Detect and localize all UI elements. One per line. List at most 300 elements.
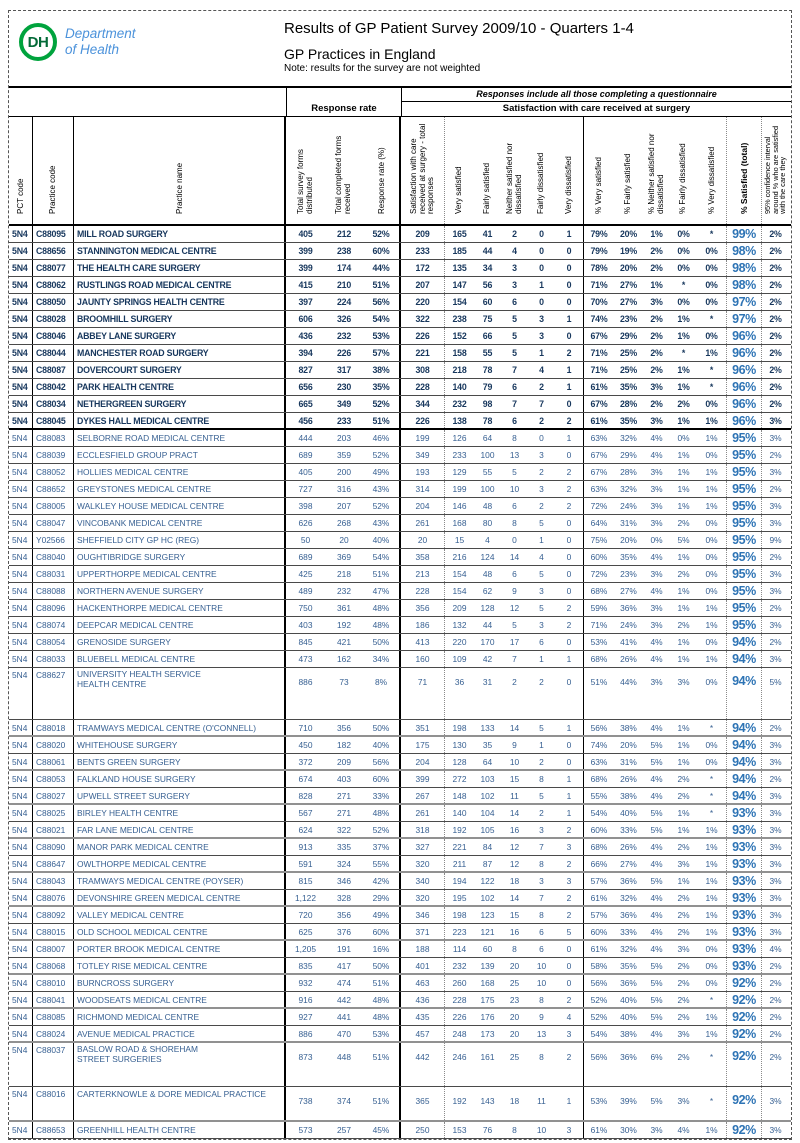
cell-total-survey-forms: 399 bbox=[298, 246, 313, 256]
cell-confidence-interval: 9% bbox=[769, 535, 782, 545]
cell-very-dissatisfied: 0 bbox=[555, 668, 584, 719]
cell-pct-code: 5N4 bbox=[9, 600, 33, 616]
cell-pct-very-satisfied: 71% bbox=[590, 365, 608, 375]
cell-pct-very-satisfied: 53% bbox=[590, 637, 608, 647]
cell-fairly-satisfied: 87 bbox=[482, 858, 493, 869]
cell-confidence-interval: 3% bbox=[769, 518, 782, 528]
cell-practice-name: MANCHESTER ROAD SURGERY bbox=[74, 345, 286, 361]
cell-fairly-dissatisfied: 8 bbox=[539, 1052, 544, 1062]
table-row bbox=[9, 1009, 791, 1026]
header-label-practice-name: Practice name bbox=[174, 162, 184, 214]
cell-response-rate: 43% bbox=[363, 481, 401, 497]
cell-response-rate: 60% bbox=[363, 924, 401, 939]
cell-pct-fairly-satisfied: 33% bbox=[620, 926, 637, 937]
cell-pct-satisfied-total: 98% bbox=[727, 277, 762, 293]
cell-neither-satisfied: 8 bbox=[512, 433, 517, 443]
cell-fairly-dissatisfied: 4 bbox=[539, 365, 544, 375]
cell-response-rate: 29% bbox=[363, 890, 401, 905]
cell-practice-code: C88085 bbox=[33, 1009, 74, 1025]
cell-pct-fairly-satisfied: 25% bbox=[619, 365, 637, 375]
cell-confidence-interval: 2% bbox=[769, 994, 782, 1005]
cell-pct-fairly-dissatisfied: 2% bbox=[677, 842, 690, 852]
header-confidence-interval bbox=[762, 117, 789, 224]
cell-pct-satisfied-total: 95% bbox=[727, 430, 762, 446]
cell-fairly-satisfied: 168 bbox=[480, 978, 495, 988]
cell-practice-name: HOLLIES MEDICAL CENTRE bbox=[74, 464, 286, 480]
cell-pct-satisfied-total: 93% bbox=[727, 890, 762, 905]
table-row bbox=[9, 839, 791, 856]
cell-pct-very-satisfied: 68% bbox=[590, 842, 608, 852]
cell-pct-very-dissatisfied: * bbox=[697, 805, 727, 821]
table-row bbox=[9, 294, 791, 311]
cell-pct-code: 5N4 bbox=[9, 924, 33, 939]
group-header-questionnaire: Responses include all those completing a questionnaire bbox=[402, 88, 791, 102]
table-row bbox=[9, 975, 791, 992]
cell-pct-satisfied-total: 95% bbox=[727, 498, 762, 514]
cell-total-completed-forms: 322 bbox=[337, 824, 351, 835]
cell-pct-satisfied-total: 93% bbox=[727, 907, 762, 923]
table-row bbox=[9, 788, 791, 805]
table-row bbox=[9, 958, 791, 975]
cell-confidence-interval: 3% bbox=[769, 569, 782, 579]
cell-total-survey-forms: 873 bbox=[298, 1052, 313, 1062]
cell-response-rate: 51% bbox=[363, 566, 401, 582]
cell-very-satisfied: 198 bbox=[452, 910, 467, 920]
cell-pct-very-dissatisfied: 1% bbox=[697, 1026, 727, 1041]
table-row bbox=[9, 379, 791, 396]
cell-pct-fairly-satisfied: 44% bbox=[620, 677, 637, 687]
cell-practice-name: OWLTHORPE MEDICAL CENTRE bbox=[74, 856, 286, 871]
cell-fairly-dissatisfied: 5 bbox=[539, 722, 544, 733]
cell-total-survey-forms: 625 bbox=[298, 926, 313, 937]
cell-neither-satisfied: 6 bbox=[512, 569, 517, 579]
cell-practice-name: OLD SCHOOL MEDICAL CENTRE bbox=[74, 924, 286, 939]
dh-logo-line1: Department bbox=[65, 26, 136, 42]
cell-fairly-satisfied: 60 bbox=[482, 944, 493, 954]
header-label-pct-fairly-satisfied: % Fairly satisfied bbox=[623, 153, 633, 214]
cell-pct-neither-satisfied: 2% bbox=[650, 314, 663, 324]
cell-pct-code: 5N4 bbox=[9, 362, 33, 378]
table-row bbox=[9, 583, 791, 600]
header-pct-code bbox=[9, 117, 33, 224]
cell-total-survey-forms: 394 bbox=[298, 348, 313, 358]
cell-confidence-interval: 3% bbox=[769, 433, 782, 443]
cell-total-completed-forms: 233 bbox=[336, 415, 352, 426]
cell-practice-code: C88005 bbox=[33, 498, 74, 514]
header-label-neither-satisfied: Neither satisfied nor dissatisfied bbox=[504, 142, 523, 214]
cell-pct-very-dissatisfied: 1% bbox=[697, 856, 727, 871]
cell-pct-very-dissatisfied: 1% bbox=[697, 907, 727, 923]
cell-pct-neither-satisfied: 4% bbox=[650, 892, 663, 903]
cell-very-satisfied: 218 bbox=[452, 365, 467, 375]
cell-pct-neither-satisfied: 5% bbox=[650, 1012, 663, 1022]
cell-pct-very-satisfied: 79% bbox=[590, 246, 608, 256]
cell-pct-neither-satisfied: 3% bbox=[650, 467, 663, 477]
cell-pct-very-dissatisfied: 0% bbox=[697, 668, 727, 719]
cell-pct-very-dissatisfied: 0% bbox=[697, 260, 727, 276]
cell-very-dissatisfied: 4 bbox=[555, 1009, 584, 1025]
cell-practice-code: C88039 bbox=[33, 447, 74, 463]
cell-very-dissatisfied: 0 bbox=[555, 566, 584, 582]
cell-total-survey-forms: 1,122 bbox=[295, 892, 316, 903]
cell-confidence-interval: 3% bbox=[769, 842, 782, 852]
cell-satisfaction-total: 160 bbox=[401, 651, 445, 667]
cell-total-survey-forms: 750 bbox=[298, 603, 313, 613]
cell-pct-satisfied-total: 95% bbox=[727, 532, 762, 548]
cell-confidence-interval: 2% bbox=[769, 399, 782, 409]
cell-practice-code: C88062 bbox=[33, 277, 74, 293]
cell-very-satisfied: 211 bbox=[452, 858, 467, 869]
cell-fairly-dissatisfied: 1 bbox=[539, 535, 544, 545]
cell-total-completed-forms: 271 bbox=[337, 790, 351, 801]
cell-very-satisfied: 198 bbox=[452, 722, 467, 733]
header-very-dissatisfied bbox=[555, 117, 584, 224]
cell-practice-code: C88047 bbox=[33, 515, 74, 531]
cell-total-completed-forms: 162 bbox=[337, 654, 351, 664]
cell-pct-neither-satisfied: 3% bbox=[650, 518, 663, 528]
cell-pct-fairly-dissatisfied: 1% bbox=[677, 415, 690, 426]
header-label-very-satisfied: Very satisfied bbox=[454, 166, 464, 214]
cell-very-dissatisfied: 2 bbox=[555, 1043, 584, 1086]
cell-total-completed-forms: 442 bbox=[337, 994, 351, 1005]
cell-neither-satisfied: 6 bbox=[512, 415, 517, 426]
cell-pct-very-satisfied: 71% bbox=[590, 280, 608, 290]
cell-total-survey-forms: 573 bbox=[298, 1125, 313, 1135]
cell-pct-fairly-satisfied: 32% bbox=[620, 433, 637, 443]
cell-practice-code: C88054 bbox=[33, 634, 74, 650]
cell-satisfaction-total: 436 bbox=[401, 992, 445, 1007]
cell-pct-very-dissatisfied: 0% bbox=[697, 549, 727, 565]
cell-pct-code: 5N4 bbox=[9, 873, 33, 889]
cell-very-dissatisfied: 2 bbox=[555, 907, 584, 923]
cell-pct-very-satisfied: 67% bbox=[590, 399, 608, 409]
cell-confidence-interval: 3% bbox=[769, 586, 782, 596]
cell-practice-code: C88095 bbox=[33, 226, 74, 242]
cell-very-satisfied: 185 bbox=[452, 246, 467, 256]
cell-practice-code: C88077 bbox=[33, 260, 74, 276]
cell-confidence-interval: 3% bbox=[769, 654, 782, 664]
cell-fairly-dissatisfied: 0 bbox=[539, 263, 544, 273]
cell-response-rate: 42% bbox=[363, 873, 401, 889]
cell-pct-neither-satisfied: 1% bbox=[650, 229, 663, 239]
cell-total-completed-forms: 417 bbox=[337, 960, 351, 971]
header-pct-very-dissatisfied bbox=[697, 117, 727, 224]
cell-pct-neither-satisfied: 3% bbox=[650, 484, 663, 494]
cell-total-completed-forms: 182 bbox=[337, 740, 351, 750]
cell-pct-satisfied-total: 98% bbox=[727, 260, 762, 276]
cell-pct-very-satisfied: 63% bbox=[590, 756, 608, 767]
cell-very-dissatisfied: 2 bbox=[555, 498, 584, 514]
cell-fairly-dissatisfied: 13 bbox=[536, 1028, 547, 1039]
table-row bbox=[9, 754, 791, 771]
cell-practice-name: WALKLEY HOUSE MEDICAL CENTRE bbox=[74, 498, 286, 514]
cell-confidence-interval: 2% bbox=[769, 603, 782, 613]
cell-response-rate: 51% bbox=[363, 975, 401, 991]
cell-pct-very-dissatisfied: 0% bbox=[697, 294, 727, 310]
cell-fairly-dissatisfied: 7 bbox=[539, 842, 544, 852]
cell-fairly-satisfied: 143 bbox=[480, 1096, 495, 1106]
cell-pct-neither-satisfied: 1% bbox=[650, 280, 663, 290]
cell-pct-very-satisfied: 63% bbox=[590, 484, 608, 494]
cell-practice-name: MILL ROAD SURGERY bbox=[74, 226, 286, 242]
cell-pct-very-satisfied: 70% bbox=[590, 297, 608, 307]
header-fairly-satisfied bbox=[474, 117, 501, 224]
cell-very-satisfied: 153 bbox=[452, 1125, 467, 1135]
cell-response-rate: 16% bbox=[363, 941, 401, 957]
cell-very-dissatisfied: 0 bbox=[555, 260, 584, 276]
cell-pct-satisfied-total: 96% bbox=[727, 345, 762, 361]
cell-pct-fairly-dissatisfied: 2% bbox=[677, 994, 690, 1005]
table-row bbox=[9, 1026, 791, 1043]
cell-pct-very-dissatisfied: 1% bbox=[697, 345, 727, 361]
cell-practice-name: VINCOBANK MEDICAL CENTRE bbox=[74, 515, 286, 531]
cell-pct-very-satisfied: 61% bbox=[590, 944, 608, 954]
cell-pct-fairly-satisfied: 26% bbox=[620, 842, 637, 852]
cell-pct-satisfied-total: 94% bbox=[727, 668, 762, 719]
cell-pct-satisfied-total: 95% bbox=[727, 549, 762, 565]
cell-neither-satisfied: 5 bbox=[512, 314, 517, 324]
cell-pct-code: 5N4 bbox=[9, 1087, 33, 1120]
cell-total-completed-forms: 403 bbox=[337, 774, 351, 784]
cell-pct-fairly-satisfied: 27% bbox=[620, 586, 637, 596]
cell-pct-neither-satisfied: 2% bbox=[650, 246, 663, 256]
cell-fairly-dissatisfied: 3 bbox=[539, 876, 544, 886]
cell-pct-code: 5N4 bbox=[9, 447, 33, 463]
cell-satisfaction-total: 340 bbox=[401, 873, 445, 889]
cell-pct-fairly-satisfied: 38% bbox=[620, 790, 637, 801]
cell-pct-very-dissatisfied: 0% bbox=[697, 396, 727, 412]
cell-pct-very-dissatisfied: 0% bbox=[697, 754, 727, 769]
cell-neither-satisfied: 0 bbox=[512, 535, 517, 545]
cell-practice-code: C88647 bbox=[33, 856, 74, 871]
cell-pct-very-satisfied: 74% bbox=[590, 740, 608, 750]
cell-pct-fairly-satisfied: 28% bbox=[619, 399, 637, 409]
cell-very-satisfied: 132 bbox=[452, 620, 467, 630]
cell-pct-neither-satisfied: 3% bbox=[650, 415, 663, 426]
cell-very-satisfied: 152 bbox=[452, 331, 467, 341]
cell-fairly-dissatisfied: 3 bbox=[539, 620, 544, 630]
cell-practice-name: MANOR PARK MEDICAL CENTRE bbox=[74, 839, 286, 855]
cell-pct-very-satisfied: 68% bbox=[590, 774, 608, 784]
cell-pct-neither-satisfied: 4% bbox=[650, 450, 663, 460]
cell-pct-satisfied-total: 98% bbox=[727, 243, 762, 259]
cell-practice-code: C88021 bbox=[33, 822, 74, 837]
cell-fairly-dissatisfied: 7 bbox=[539, 892, 544, 903]
cell-practice-code: C88083 bbox=[33, 430, 74, 446]
cell-pct-satisfied-total: 94% bbox=[727, 651, 762, 667]
cell-satisfaction-total: 308 bbox=[401, 362, 445, 378]
cell-pct-fairly-satisfied: 35% bbox=[620, 552, 637, 562]
cell-practice-code: C88040 bbox=[33, 549, 74, 565]
cell-pct-fairly-dissatisfied: 3% bbox=[677, 944, 690, 954]
cell-satisfaction-total: 267 bbox=[401, 788, 445, 803]
cell-pct-neither-satisfied: 3% bbox=[650, 382, 663, 392]
group-header-right bbox=[401, 88, 791, 116]
cell-pct-fairly-dissatisfied: 2% bbox=[677, 926, 690, 937]
cell-total-survey-forms: 606 bbox=[298, 314, 313, 324]
cell-very-dissatisfied: 0 bbox=[555, 754, 584, 769]
cell-neither-satisfied: 5 bbox=[512, 467, 517, 477]
cell-pct-very-dissatisfied: 1% bbox=[697, 890, 727, 905]
cell-satisfaction-total: 172 bbox=[401, 260, 445, 276]
cell-confidence-interval: 2% bbox=[769, 331, 782, 341]
cell-satisfaction-total: 220 bbox=[401, 294, 445, 310]
cell-pct-very-satisfied: 61% bbox=[590, 1125, 608, 1135]
cell-confidence-interval: 2% bbox=[769, 348, 782, 358]
cell-neither-satisfied: 20 bbox=[509, 1028, 520, 1039]
cell-very-satisfied: 140 bbox=[452, 382, 467, 392]
cell-fairly-dissatisfied: 0 bbox=[539, 297, 544, 307]
cell-total-survey-forms: 450 bbox=[298, 740, 313, 750]
cell-pct-fairly-dissatisfied: 0% bbox=[677, 433, 690, 443]
cell-pct-fairly-satisfied: 19% bbox=[619, 246, 637, 256]
cell-neither-satisfied: 14 bbox=[509, 552, 520, 562]
cell-practice-code: C88041 bbox=[33, 992, 74, 1007]
cell-practice-name: GRENOSIDE SURGERY bbox=[74, 634, 286, 650]
cell-total-completed-forms: 359 bbox=[337, 450, 351, 460]
cell-fairly-dissatisfied: 3 bbox=[539, 314, 544, 324]
cell-very-dissatisfied: 1 bbox=[555, 805, 584, 821]
cell-pct-very-dissatisfied: 1% bbox=[697, 1122, 727, 1138]
header-label-practice-code: Practice code bbox=[48, 165, 58, 214]
cell-fairly-dissatisfied: 3 bbox=[539, 331, 544, 341]
cell-pct-code: 5N4 bbox=[9, 515, 33, 531]
cell-pct-very-satisfied: 52% bbox=[590, 1012, 608, 1022]
cell-total-survey-forms: 828 bbox=[298, 790, 313, 801]
cell-confidence-interval: 3% bbox=[769, 756, 782, 767]
cell-pct-neither-satisfied: 4% bbox=[650, 637, 663, 647]
cell-fairly-dissatisfied: 6 bbox=[539, 637, 544, 647]
cell-response-rate: 34% bbox=[363, 651, 401, 667]
cell-response-rate: 48% bbox=[363, 600, 401, 616]
cell-confidence-interval: 2% bbox=[769, 960, 782, 971]
cell-pct-very-dissatisfied: 1% bbox=[697, 822, 727, 837]
cell-total-completed-forms: 230 bbox=[336, 382, 352, 392]
table-row bbox=[9, 464, 791, 481]
cell-pct-very-satisfied: 67% bbox=[590, 331, 608, 341]
cell-total-completed-forms: 316 bbox=[337, 484, 351, 494]
cell-pct-fairly-satisfied: 32% bbox=[620, 892, 637, 903]
cell-fairly-dissatisfied: 9 bbox=[539, 1012, 544, 1022]
cell-pct-fairly-dissatisfied: 1% bbox=[677, 808, 690, 818]
cell-pct-very-dissatisfied: 1% bbox=[697, 924, 727, 939]
cell-pct-neither-satisfied: 4% bbox=[650, 944, 663, 954]
cell-pct-very-satisfied: 51% bbox=[590, 677, 608, 687]
cell-pct-neither-satisfied: 2% bbox=[650, 331, 663, 341]
cell-pct-very-satisfied: 79% bbox=[590, 229, 608, 239]
cell-satisfaction-total: 320 bbox=[401, 890, 445, 905]
table-row bbox=[9, 992, 791, 1009]
cell-pct-code: 5N4 bbox=[9, 1009, 33, 1025]
table-row bbox=[9, 413, 791, 430]
cell-pct-code: 5N4 bbox=[9, 498, 33, 514]
cell-fairly-satisfied: 75 bbox=[482, 314, 493, 324]
cell-confidence-interval: 2% bbox=[769, 1012, 782, 1022]
cell-practice-code: C88090 bbox=[33, 839, 74, 855]
cell-total-completed-forms: 326 bbox=[336, 314, 352, 324]
header-label-pct-very-satisfied: % Very satisfied bbox=[593, 157, 603, 214]
cell-total-completed-forms: 369 bbox=[337, 552, 351, 562]
cell-practice-name: VALLEY MEDICAL CENTRE bbox=[74, 907, 286, 923]
cell-pct-neither-satisfied: 3% bbox=[650, 501, 663, 511]
cell-pct-very-satisfied: 63% bbox=[590, 433, 608, 443]
cell-very-satisfied: 154 bbox=[452, 297, 467, 307]
cell-practice-name: UPPERTHORPE MEDICAL CENTRE bbox=[74, 566, 286, 582]
header-pct-fairly-satisfied bbox=[614, 117, 643, 224]
table-row bbox=[9, 430, 791, 447]
cell-very-satisfied: 36 bbox=[454, 677, 465, 687]
cell-fairly-satisfied: 42 bbox=[482, 654, 493, 664]
table-row bbox=[9, 566, 791, 583]
cell-total-completed-forms: 191 bbox=[337, 944, 351, 954]
cell-fairly-satisfied: 100 bbox=[480, 484, 495, 494]
cell-neither-satisfied: 16 bbox=[509, 824, 520, 835]
cell-practice-name: AVENUE MEDICAL PRACTICE bbox=[74, 1026, 286, 1041]
cell-response-rate: 53% bbox=[363, 1026, 401, 1041]
cell-satisfaction-total: 344 bbox=[401, 396, 445, 412]
cell-very-satisfied: 126 bbox=[452, 433, 467, 443]
cell-very-satisfied: 129 bbox=[452, 467, 467, 477]
cell-confidence-interval: 2% bbox=[769, 229, 782, 239]
cell-satisfaction-total: 207 bbox=[401, 277, 445, 293]
cell-response-rate: 49% bbox=[363, 464, 401, 480]
header-label-fairly-satisfied: Fairly satisfied bbox=[482, 162, 492, 214]
cell-total-completed-forms: 349 bbox=[336, 399, 352, 409]
cell-pct-very-satisfied: 74% bbox=[590, 314, 608, 324]
table-row bbox=[9, 226, 791, 243]
cell-pct-very-dissatisfied: 1% bbox=[697, 600, 727, 616]
cell-very-dissatisfied: 0 bbox=[555, 583, 584, 599]
cell-pct-code: 5N4 bbox=[9, 226, 33, 242]
cell-pct-very-satisfied: 68% bbox=[590, 586, 608, 596]
cell-pct-fairly-satisfied: 36% bbox=[620, 978, 637, 988]
cell-pct-code: 5N4 bbox=[9, 720, 33, 735]
cell-pct-neither-satisfied: 5% bbox=[650, 978, 663, 988]
cell-pct-very-satisfied: 54% bbox=[590, 808, 608, 818]
dh-logo bbox=[19, 23, 136, 61]
cell-very-dissatisfied: 1 bbox=[555, 379, 584, 395]
cell-pct-very-satisfied: 75% bbox=[590, 535, 608, 545]
cell-response-rate: 52% bbox=[363, 447, 401, 463]
cell-pct-fairly-satisfied: 39% bbox=[620, 1096, 637, 1106]
cell-total-survey-forms: 815 bbox=[298, 876, 313, 886]
cell-very-satisfied: 168 bbox=[452, 518, 467, 528]
cell-pct-fairly-satisfied: 31% bbox=[620, 518, 637, 528]
cell-pct-satisfied-total: 95% bbox=[727, 447, 762, 463]
cell-very-satisfied: 233 bbox=[452, 450, 467, 460]
cell-pct-code: 5N4 bbox=[9, 294, 33, 310]
cell-fairly-satisfied: 170 bbox=[480, 637, 495, 647]
table-row bbox=[9, 651, 791, 668]
cell-very-dissatisfied: 0 bbox=[555, 294, 584, 310]
cell-pct-very-satisfied: 72% bbox=[590, 569, 608, 579]
cell-response-rate: 51% bbox=[363, 1043, 401, 1086]
cell-pct-code: 5N4 bbox=[9, 277, 33, 293]
cell-pct-fairly-satisfied: 23% bbox=[620, 569, 637, 579]
cell-pct-satisfied-total: 92% bbox=[727, 1009, 762, 1025]
cell-total-survey-forms: 425 bbox=[298, 569, 313, 579]
cell-very-dissatisfied: 0 bbox=[555, 634, 584, 650]
cell-total-completed-forms: 232 bbox=[336, 331, 352, 341]
cell-pct-neither-satisfied: 4% bbox=[650, 842, 663, 852]
cell-fairly-satisfied: 35 bbox=[482, 740, 493, 750]
table-row bbox=[9, 515, 791, 532]
cell-fairly-satisfied: 60 bbox=[482, 297, 493, 307]
cell-total-survey-forms: 399 bbox=[298, 263, 313, 273]
cell-pct-satisfied-total: 93% bbox=[727, 958, 762, 973]
cell-pct-code: 5N4 bbox=[9, 532, 33, 548]
cell-very-satisfied: 128 bbox=[452, 756, 467, 767]
